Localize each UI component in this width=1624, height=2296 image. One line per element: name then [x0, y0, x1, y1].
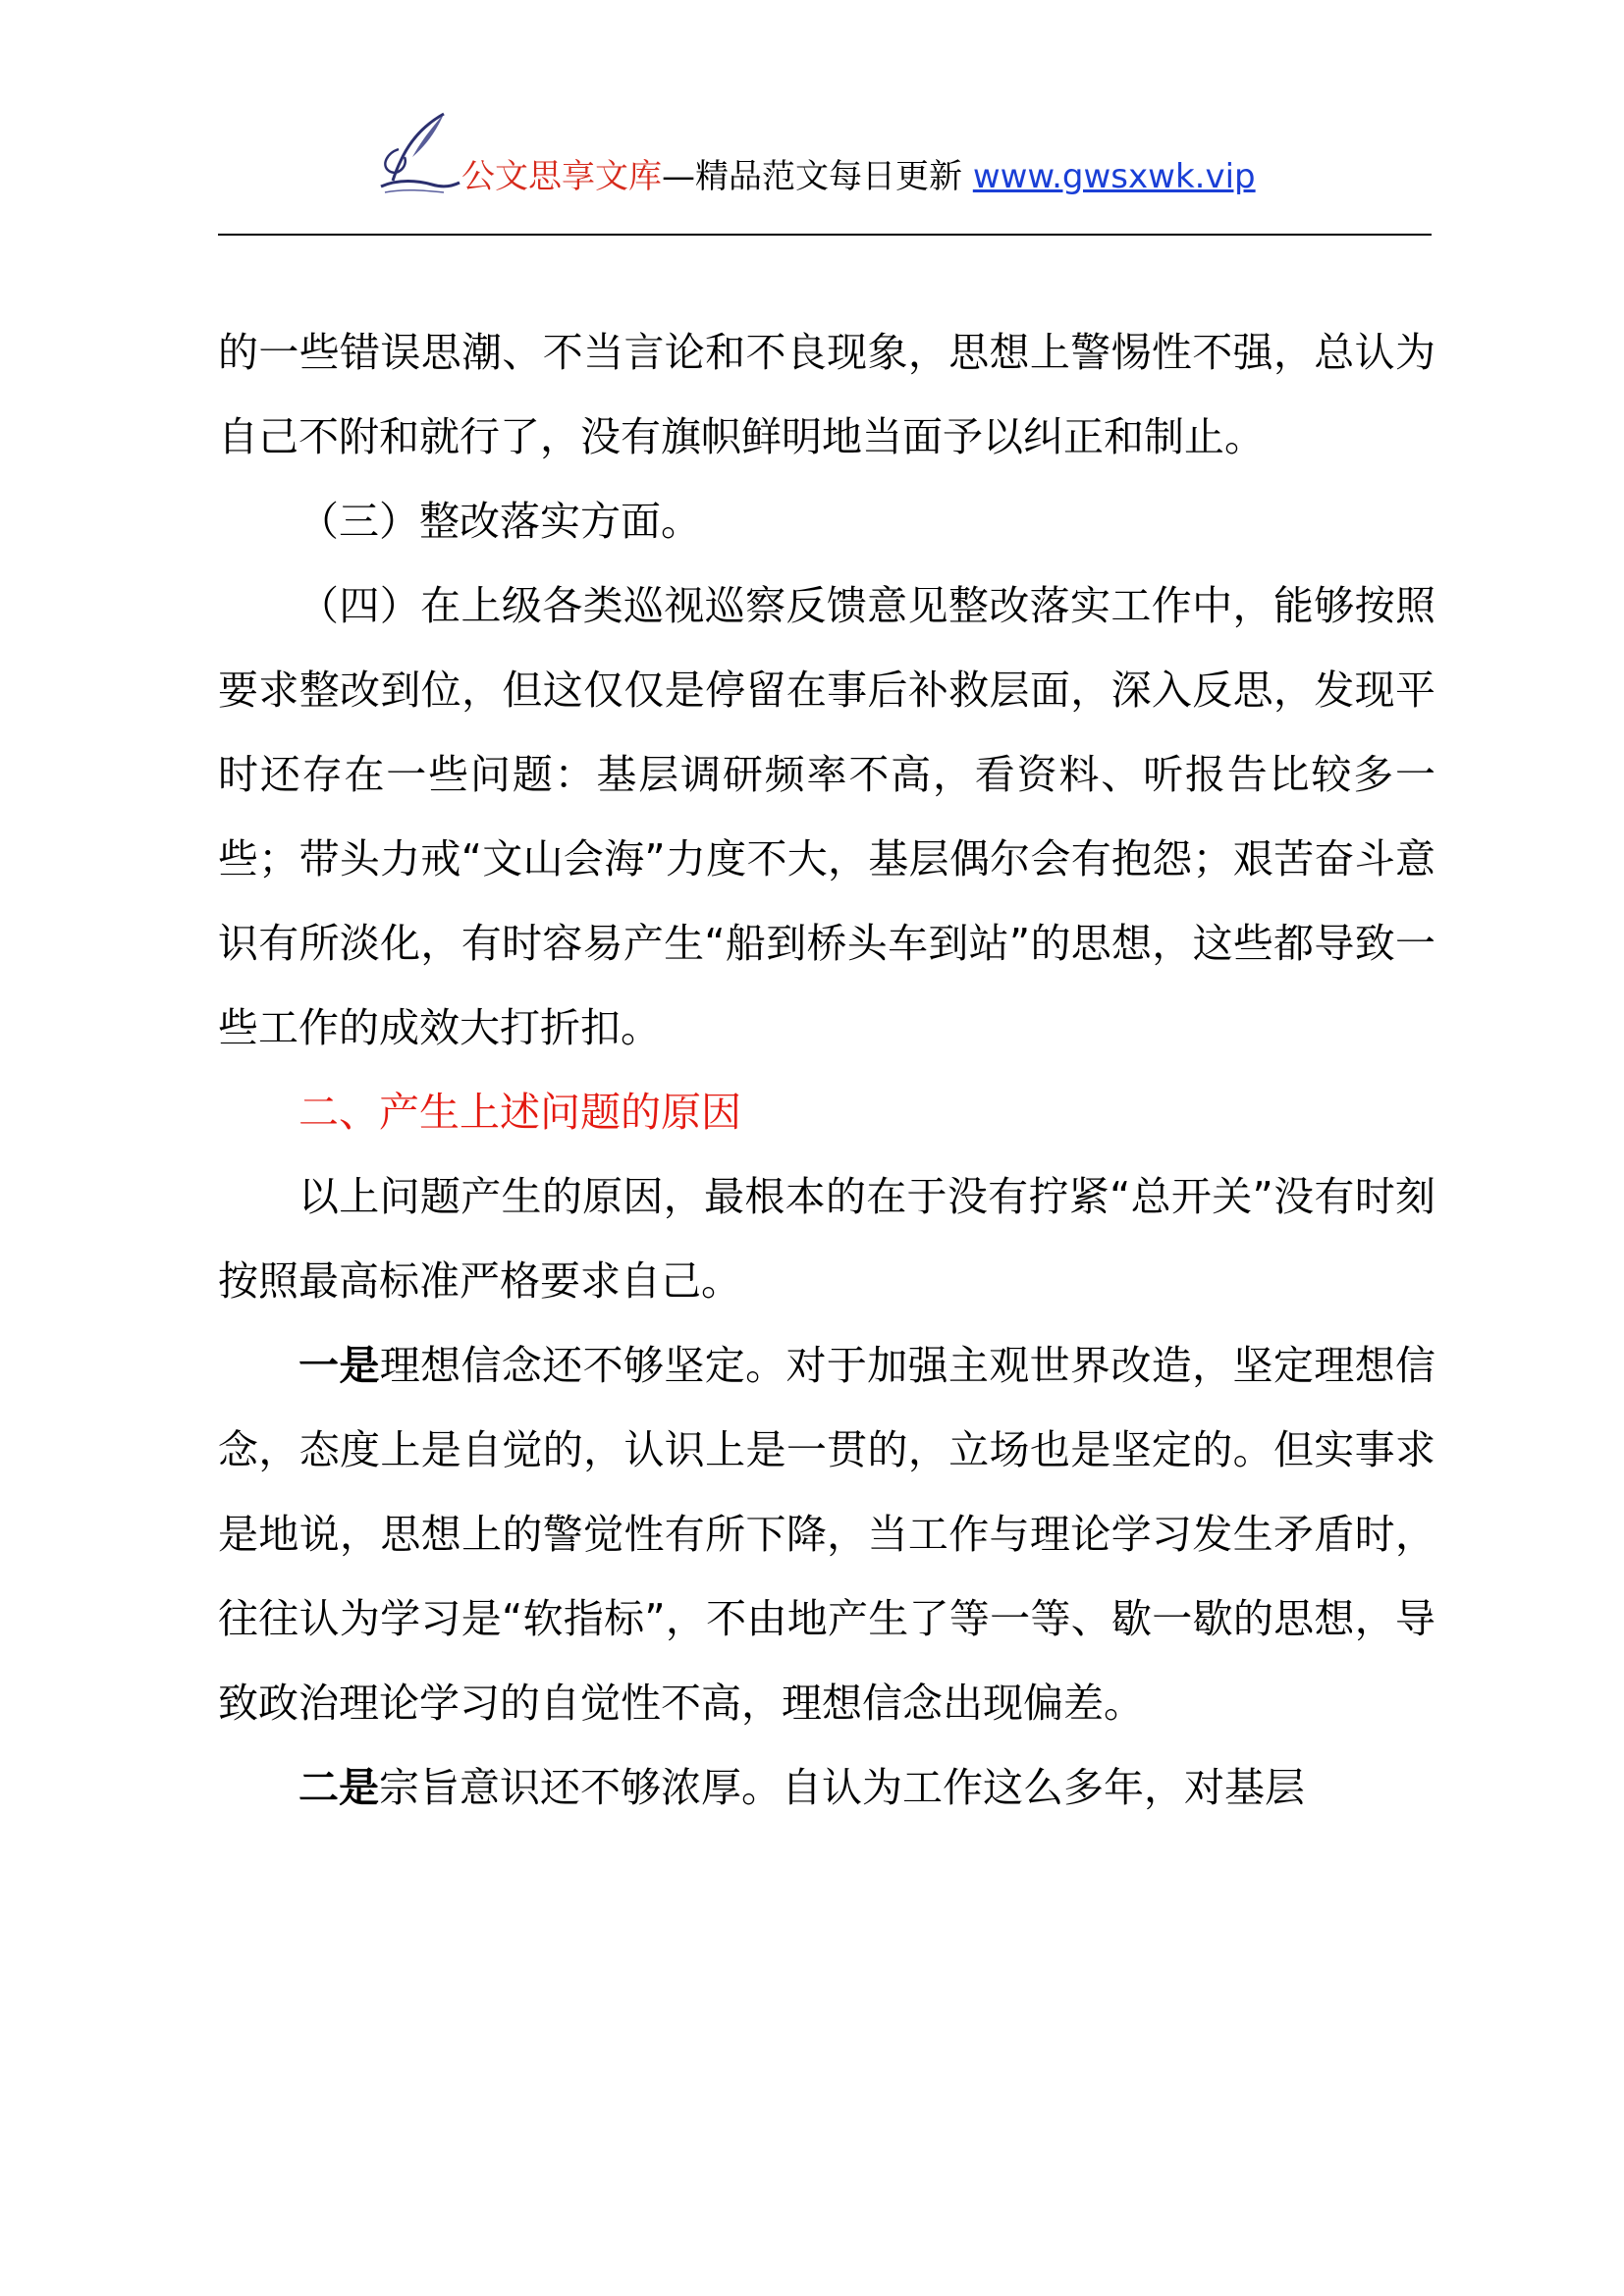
cause-2-text: 宗旨意识还不够浓厚。自认为工作这么多年，对基层 — [379, 1764, 1305, 1811]
document-body — [218, 310, 1435, 1830]
paragraph-cause-2 — [218, 1745, 1435, 1830]
section-subheading-3: （三）整改落实方面。 — [298, 498, 701, 545]
section-heading-2: 二、产生上述问题的原因 — [298, 1089, 741, 1136]
quill-pen-icon — [375, 110, 463, 196]
paragraph-causes-intro: 以上问题产生的原因，最根本的在于没有拧紧“总开关”没有时刻按照最高标准严格要求自己。 — [218, 1173, 1435, 1305]
header-tagline: —精品范文每日更新 — [662, 157, 973, 196]
header-line — [461, 157, 1256, 196]
brand-name: 公文思享文库 — [461, 157, 662, 196]
paragraph-continued: 的一些错误思潮、不当言论和不良现象，思想上警惕性不强，总认为自己不附和就行了，没有旗帜鲜明地当面予以纠正和制止。 — [218, 329, 1435, 460]
cause-2-lead: 二是 — [298, 1764, 379, 1811]
paragraph-rectification: （四）在上级各类巡视巡察反馈意见整改落实工作中，能够按照要求整改到位，但这仅仅是停留在事后补救层面，深入反思，发现平时还存在一些问题：基层调研频率不高，看资料、听报告比较多一些；带头力戒“文山会海”力度不大，基层偶尔会有抱怨；艰苦奋斗意识有所淡化，有时容易产生“船到桥头车到站”的思想，这些都导致一些工作的成效大打折扣。 — [218, 582, 1435, 1051]
page-header — [218, 108, 1432, 236]
site-link[interactable]: www.gwsxwk.vip — [972, 157, 1256, 196]
cause-1-text: 理想信念还不够坚定。对于加强主观世界改造，坚定理想信念，态度上是自觉的，认识上是一贯的，立场也是坚定的。但实事求是地说，思想上的警觉性有所下降，当工作与理论学习发生矛盾时，往往认为学习是“软指标”，不由地产生了等一等、歇一歇的思想，导致政治理论学习的自觉性不高，理想信念出现偏差。 — [218, 1342, 1436, 1727]
cause-1-lead: 一是 — [298, 1342, 380, 1389]
paragraph-cause-1 — [218, 1323, 1435, 1745]
header-divider — [218, 234, 1432, 236]
